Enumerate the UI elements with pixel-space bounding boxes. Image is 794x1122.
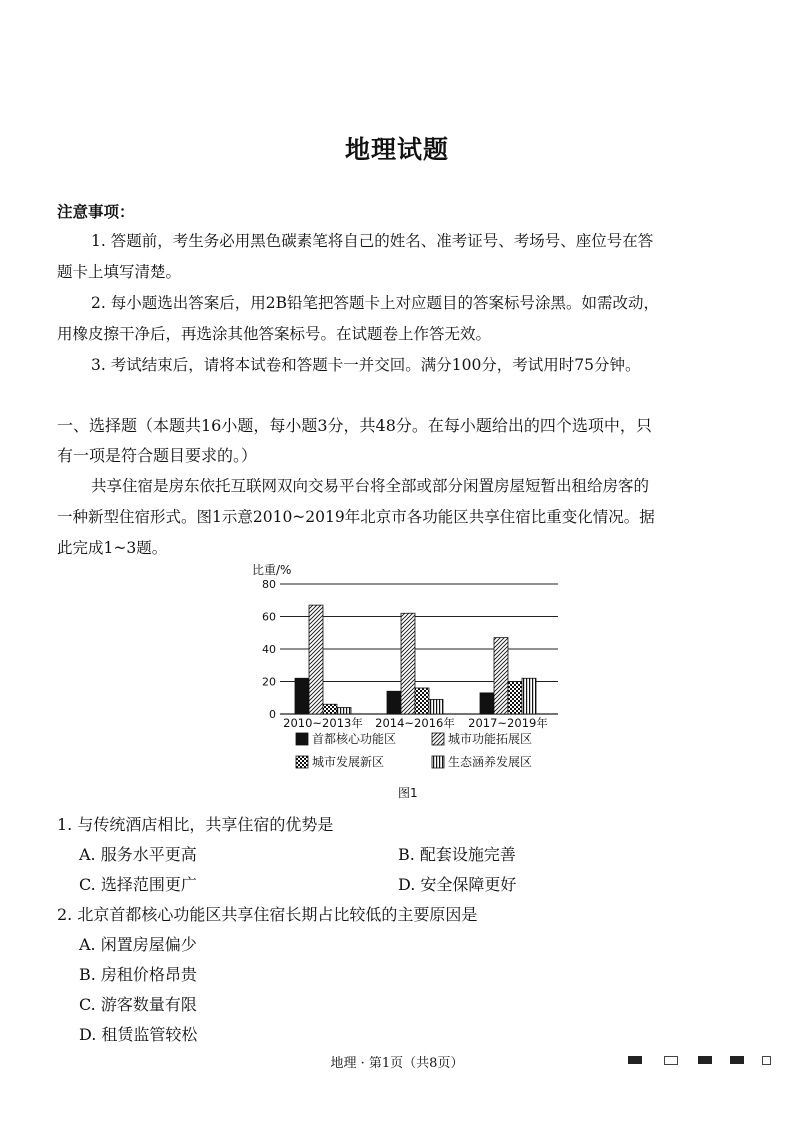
legend-label: 首都核心功能区 — [312, 732, 397, 746]
chart-caption: 图1 — [398, 786, 418, 800]
y-tick-label: 40 — [262, 643, 276, 656]
scan-mark — [628, 1056, 642, 1064]
scan-mark — [730, 1056, 744, 1064]
intro-line-3: 此完成1~3题。 — [57, 539, 168, 557]
question-2-option-d[interactable]: D. 租赁监管较松 — [79, 1025, 198, 1044]
question-1-option-b[interactable]: B. 配套设施完善 — [398, 845, 516, 864]
bar-chart — [250, 560, 570, 805]
bar — [480, 693, 494, 714]
bar — [429, 699, 443, 714]
bar — [387, 691, 401, 714]
scan-mark — [698, 1056, 712, 1064]
question-1-stem: 1. 与传统酒店相比，共享住宿的优势是 — [57, 815, 334, 834]
notice-heading: 注意事项： — [57, 203, 135, 221]
bar — [309, 605, 323, 714]
section-heading-line1: 一、选择题（本题共16小题，每小题3分，共48分。在每小题给出的四个选项中，只 — [57, 416, 652, 435]
notice-line-1: 1. 答题前，考生务必用黑色碳素笔将自己的姓名、准考证号、考场号、座位号在答 — [91, 232, 654, 250]
y-axis-label: 比重/% — [252, 563, 292, 577]
bar — [323, 704, 337, 714]
legend-swatch — [296, 756, 308, 768]
notice-line-2: 题卡上填写清楚。 — [57, 263, 182, 281]
y-tick-label: 0 — [269, 708, 276, 721]
legend-swatch — [296, 733, 308, 745]
bar — [508, 682, 522, 715]
question-2-option-b[interactable]: B. 房租价格昂贵 — [79, 965, 197, 984]
legend-label: 生态涵养发展区 — [448, 755, 533, 769]
section-heading-line2: 有一项是符合题目要求的。） — [57, 446, 258, 465]
notice-line-3: 2. 每小题选出答案后，用2B铅笔把答题卡上对应题目的答案标号涂黑。如需改动， — [91, 294, 659, 312]
question-1-option-a[interactable]: A. 服务水平更高 — [79, 845, 197, 864]
y-tick-label: 20 — [262, 675, 276, 689]
question-1-option-d[interactable]: D. 安全保障更好 — [398, 875, 517, 894]
question-2-stem: 2. 北京首都核心功能区共享住宿长期占比较低的主要原因是 — [57, 905, 478, 924]
bar — [522, 678, 536, 714]
question-2-option-a[interactable]: A. 闲置房屋偏少 — [79, 935, 197, 954]
bar — [295, 678, 309, 714]
legend-swatch — [432, 733, 444, 745]
y-tick-label: 80 — [262, 578, 276, 591]
scan-mark — [664, 1056, 678, 1065]
y-tick-label: 60 — [262, 610, 276, 624]
x-tick-label: 2014~2016年 — [375, 716, 455, 730]
x-tick-label: 2017~2019年 — [468, 716, 548, 730]
x-tick-label: 2010~2013年 — [283, 716, 363, 730]
scan-mark — [762, 1056, 771, 1065]
page-title: 地理试题 — [344, 135, 449, 164]
bar — [337, 708, 351, 715]
legend-swatch — [432, 756, 444, 768]
legend-label: 城市发展新区 — [312, 755, 385, 769]
intro-line-2: 一种新型住宿形式。图1示意2010~2019年北京市各功能区共享住宿比重变化情况。据 — [57, 508, 655, 526]
bar — [494, 638, 508, 714]
question-1-option-c[interactable]: C. 选择范围更广 — [79, 875, 197, 894]
page-footer: 地理 · 第1页（共8页） — [330, 1056, 464, 1071]
notice-line-4: 用橡皮擦干净后，再选涂其他答案标号。在试题卷上作答无效。 — [57, 325, 492, 343]
notice-line-5: 3. 考试结束后，请将本试卷和答题卡一并交回。满分100分，考试用时75分钟。 — [91, 356, 641, 374]
intro-line-1: 共享住宿是房东依托互联网双向交易平台将全部或部分闲置房屋短暂出租给房客的 — [91, 477, 650, 495]
bar — [401, 613, 415, 714]
question-2-option-c[interactable]: C. 游客数量有限 — [79, 995, 197, 1014]
legend-label: 城市功能拓展区 — [448, 732, 533, 746]
bar — [415, 688, 429, 714]
